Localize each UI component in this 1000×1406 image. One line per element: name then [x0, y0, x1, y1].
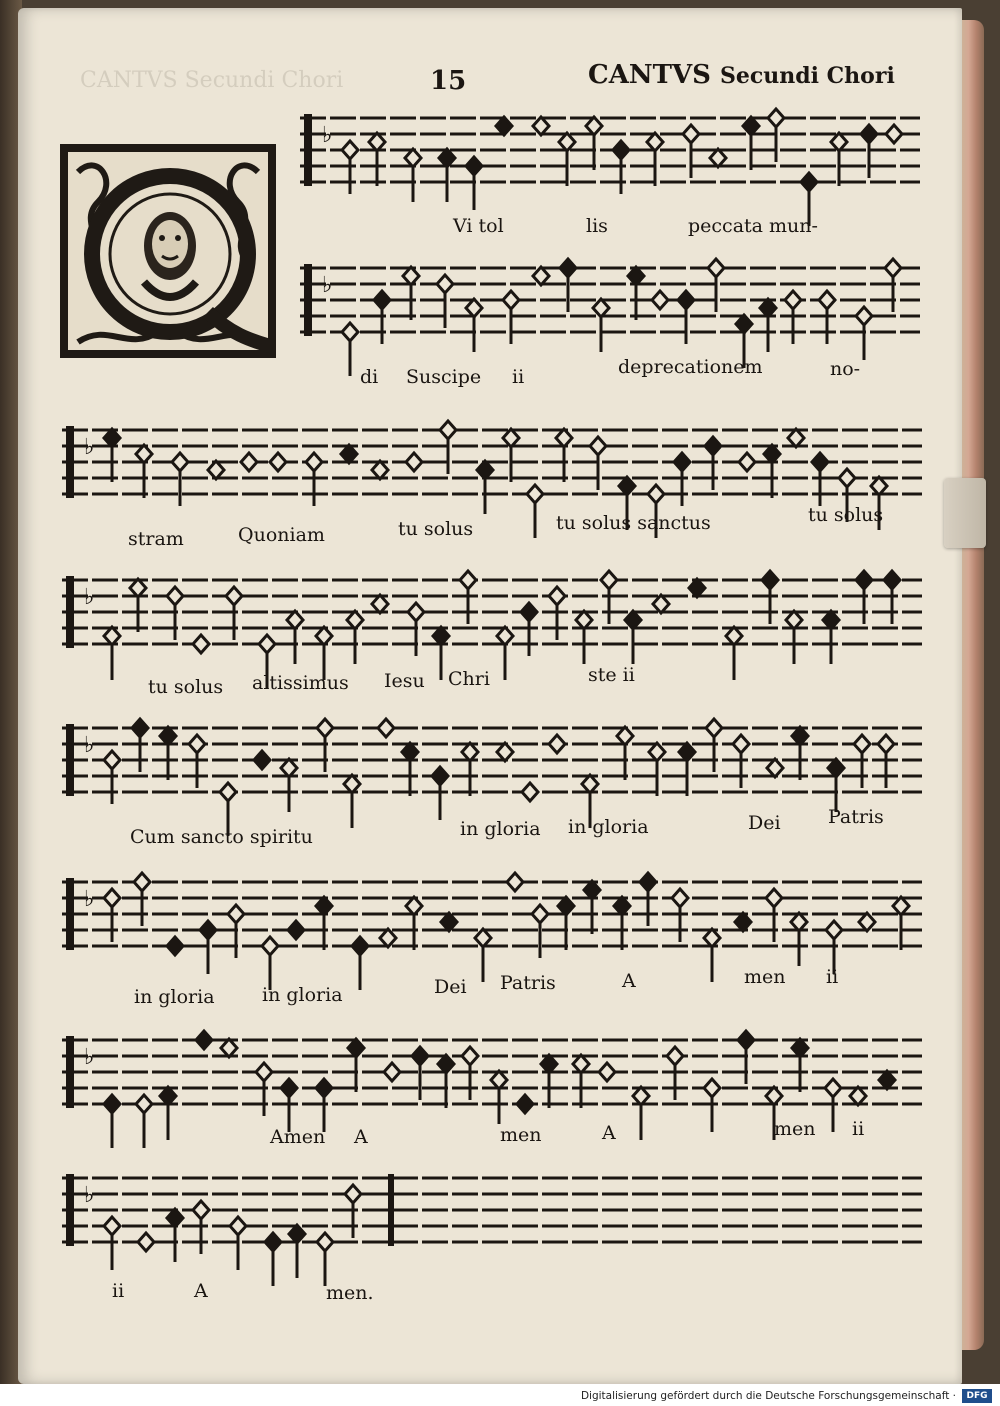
lyric-syllable: deprecationem — [618, 356, 763, 378]
svg-text:♭: ♭ — [84, 435, 95, 460]
title-main: CANTVS — [588, 60, 711, 90]
page-title — [588, 60, 895, 90]
lyric-syllable: ii — [826, 966, 839, 988]
staff-system — [62, 718, 922, 808]
lyric-syllable: ii — [852, 1118, 865, 1140]
staff-system — [300, 258, 920, 348]
staff-system — [62, 872, 922, 962]
lyric-syllable: A — [602, 1122, 616, 1144]
lyric-syllable: no- — [830, 358, 861, 380]
svg-text:♭: ♭ — [84, 1045, 95, 1070]
svg-text:♭: ♭ — [84, 887, 95, 912]
lyric-syllable: Dei — [748, 812, 781, 834]
lyric-syllable: tu solus sanctus — [556, 512, 711, 534]
lyric-syllable: in gloria — [460, 818, 541, 840]
lyric-syllable: men. — [326, 1282, 374, 1304]
lyric-syllable: A — [194, 1280, 208, 1302]
decorated-initial-image — [58, 142, 278, 360]
lyric-syllable: men — [744, 966, 786, 988]
lyric-syllable: tu solus — [808, 504, 884, 526]
lyric-syllable: Amen — [270, 1126, 326, 1148]
lyric-syllable: A — [622, 970, 636, 992]
lyric-syllable: tu solus — [398, 518, 474, 540]
lyric-syllable: Quoniam — [238, 524, 325, 546]
lyric-syllable: men — [500, 1124, 542, 1146]
lyric-syllable: stram — [128, 528, 184, 550]
lyric-syllable: ii — [512, 366, 525, 388]
lyric-syllable: in gloria — [262, 984, 343, 1006]
staff-system — [62, 1030, 922, 1120]
lyric-syllable: in gloria — [134, 986, 215, 1008]
lyric-syllable: lis — [586, 215, 608, 237]
lyric-syllable: Iesu — [384, 670, 425, 692]
staff-system — [62, 1168, 922, 1258]
lyric-syllable: men — [774, 1118, 816, 1140]
lyric-syllable: Dei — [434, 976, 467, 998]
lyric-syllable: tu solus — [148, 676, 224, 698]
lyric-syllable: altissimus — [252, 672, 349, 694]
lyric-syllable: Suscipe — [406, 366, 482, 388]
lyric-syllable: in gloria — [568, 816, 649, 838]
lyric-syllable: A — [354, 1126, 368, 1148]
staff-system — [62, 420, 922, 510]
dfg-logo: DFG — [962, 1389, 992, 1403]
bleed-through: CANTVS Secundi Chori — [80, 68, 344, 93]
lyric-syllable: ii — [112, 1280, 125, 1302]
svg-text:♭: ♭ — [84, 1183, 95, 1208]
lyric-syllable: Patris — [828, 806, 884, 828]
svg-text:♭: ♭ — [322, 273, 333, 298]
staff-system — [300, 108, 920, 198]
lyric-syllable: di — [360, 366, 379, 388]
page-number: 15 — [430, 66, 467, 96]
svg-text:♭: ♭ — [84, 733, 95, 758]
lyric-syllable: Cum sancto spiritu — [130, 826, 313, 848]
footer-credit: Digitalisierung gefördert durch die Deutsche Forschungsgemeinschaft · — [580, 1390, 956, 1402]
lyric-syllable: Patris — [500, 972, 556, 994]
lyric-syllable: Vi tol — [453, 215, 504, 237]
lyric-syllable: peccata mun- — [688, 215, 818, 237]
svg-text:♭: ♭ — [84, 585, 95, 610]
svg-text:♭: ♭ — [322, 123, 333, 148]
title-rest: Secundi Chori — [720, 63, 895, 89]
lyric-syllable: Chri — [448, 668, 490, 690]
staff-system — [62, 570, 922, 660]
bookmark-strip — [944, 478, 986, 548]
lyric-syllable: ste ii — [588, 664, 635, 686]
